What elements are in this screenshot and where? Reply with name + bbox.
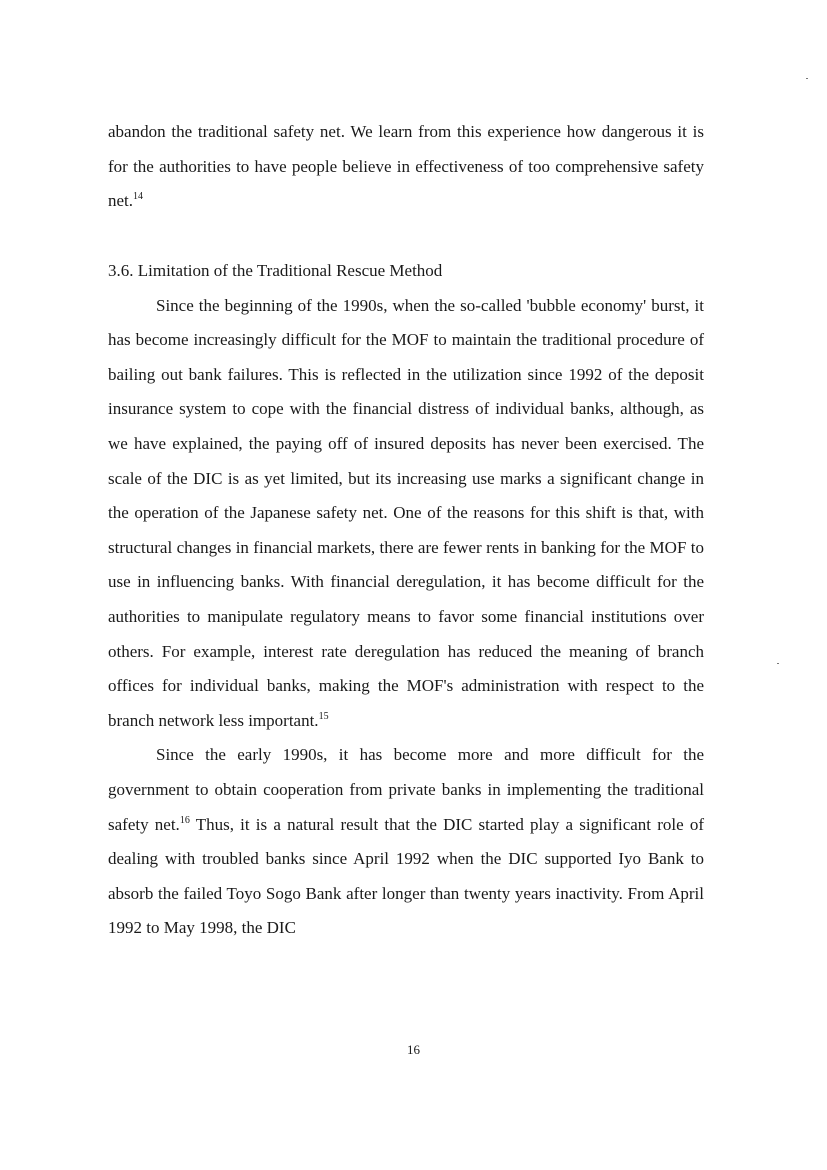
footnote-marker-15: 15: [318, 710, 329, 722]
opening-paragraph-text: abandon the traditional safety net. We learn from this experience how dangerous it is for the authorities to have people believe in effectiveness of too comprehensive safety net.: [108, 122, 704, 211]
body-paragraph: [108, 738, 704, 946]
opening-paragraph-block: [108, 115, 704, 219]
footnote-marker-14: 14: [133, 191, 144, 203]
body-paragraph-text-continued: Thus, it is a natural result that the DIC started play a significant role of dealing with troubled banks since April 1992 when the DIC supported Iyo Bank to absorb the failed Toyo Sogo Bank after longer than twenty years inactivity. From April 1992 to May 1998, the DIC: [108, 814, 704, 938]
page-number: 16: [407, 1042, 420, 1057]
body-paragraph: [108, 289, 704, 739]
scan-speck: [777, 663, 779, 664]
footnote-marker-16: 16: [179, 814, 190, 826]
body-paragraph-text: Since the beginning of the 1990s, when the so-called 'bubble economy' burst, it has become increasingly difficult for the MOF to maintain the traditional procedure of bailing out bank failures. This is reflected in the utilization since 1992 of the deposit insurance system to cope with the financial distress of individual banks, although, as we have explained, the paying off of insured deposits has never been exercised. The scale of the DIC is as yet limited, but its increasing use marks a significant change in the operation of the Japanese safety net. One of the reasons for this shift is that, with structural changes in financial markets, there are fewer rents in banking for the MOF to use in influencing banks. With financial deregulation, it has become difficult for the authorities to manipulate regulatory means to favor some financial institutions over others. For example, interest rate deregulation has reduced the meaning of branch offices for individual banks, making the MOF's administration with respect to the branch network less important.: [108, 295, 704, 730]
body-paragraph-text: Since the early 1990s, it has become more and more difficult for the government to obtain cooperation from private banks in implementing the traditional safety net.: [108, 745, 704, 834]
section-heading: 3.6. Limitation of the Traditional Rescue Method: [108, 261, 443, 280]
scan-speck: [806, 78, 808, 79]
opening-paragraph: [108, 115, 704, 219]
section-block: [108, 254, 704, 946]
